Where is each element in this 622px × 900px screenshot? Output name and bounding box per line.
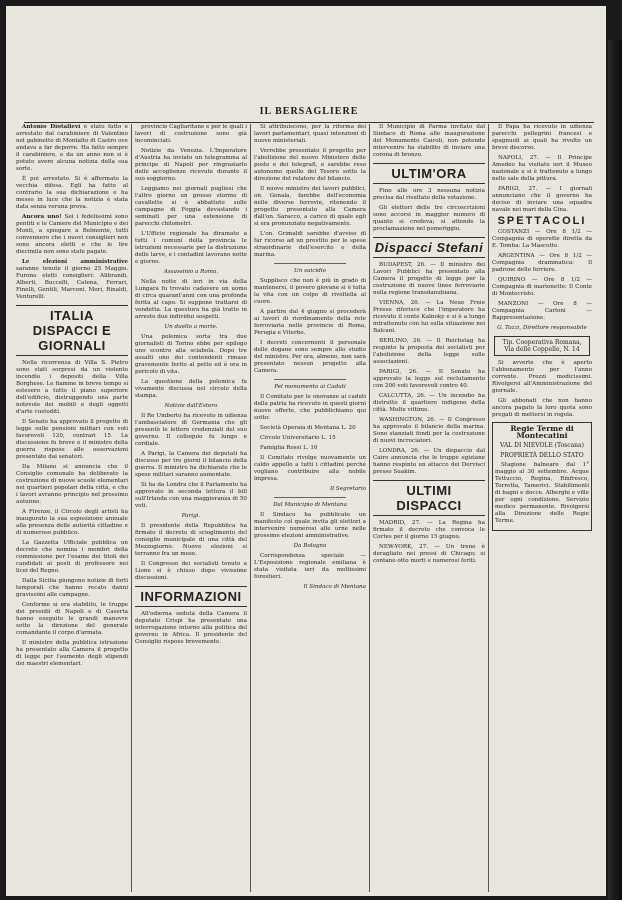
column-divider: [369, 124, 370, 892]
article-text: Il Sindaco ha pubblicato un manifesto col quale invita gli elettori a intervenire numerosi alle urne nelle prossime elezioni amministrative.: [254, 512, 366, 539]
list-item: Circolo Universitario L. 15: [260, 435, 336, 441]
column-4: [373, 124, 485, 894]
article-text: Il Congresso dei socialisti tenuto a Lione si è chiuso dopo vivissime discussioni.: [135, 561, 247, 581]
article-text: Nella notte di ieri in via della Lungara fu trovato cadavere un uomo di circa quarant'anni con una profonda ferita al capo. Si suppone trattarsi di vendetta. La questura ha già tratto in arresto due individui sospetti.: [135, 279, 247, 320]
section-heading: INFORMAZIONI: [135, 586, 247, 607]
listing-item: ARGENTINA — Ore 8 1/2 — Compagnia drammatica: Il padrone delle ferriere.: [492, 253, 592, 273]
article-text: Si ha da Londra che il Parlamento ha approvato in seconda lettura il bill sull'Irlanda con una maggioranza di 50 voti.: [135, 482, 247, 509]
article-text: L'on. Grimaldi sarebbe d'avviso di far ricorso ad un prestito per le spese straordinarie dell'esercito e della marina.: [254, 231, 366, 258]
page-edge: [608, 40, 622, 900]
column-3: [254, 124, 366, 894]
article-text: A partire dal 4 giugno si procederà ai lavori di riordinamento della rete ferroviaria nelle provincie di Roma, Perugia e Viterbo.: [254, 309, 366, 336]
article-text: Si attribuiscono, per la riforma dei lavori parlamentari, quasi intenzioni di nuove ministeriali.: [254, 124, 366, 144]
article-head: Antonio Diotallevi: [22, 124, 81, 130]
article-text: Leggiamo nei giornali pugliesi che l'altro giorno un grosso stormo di cavallette si è abbattuto sulle campagne di Foggia devastando i seminati per una estensione di parecchi chilometri.: [135, 186, 247, 227]
dispatch-item: BUDAPEST, 26. — Il ministro dei Lavori Pubblici ha presentato alla Camera il progetto di legge per la costruzione di nuove linee ferroviarie nella regione transdanubiana.: [373, 262, 485, 296]
article-text: È poi arrestato. Si è affermato la vecchia difesa. Egli ha fatto al contrario la sua dichiarazione e ha messo in luce che la notizia è stata data senza veruna prova.: [16, 176, 128, 210]
dispatch-item: LONDRA, 26. — Un dispaccio dal Cairo annuncia che le truppe egiziane hanno respinto un attacco dei Dervisci presso Suakim.: [373, 448, 485, 475]
column-5: [492, 124, 592, 894]
signature: Il Segretario: [330, 486, 366, 492]
article-text: Da Milano si annuncia che il Consiglio comunale ha deliberato la costruzione di nuove scuole elementari nei quartieri popolari della città, e che i lavori avranno principio nel prossimo autunno.: [16, 464, 128, 505]
article-text: Verrebbe presentato il progetto per l'abolizione del nuovo Ministero delle poste e dei telegrafi, e sarebbe reso autonomo quello del Tesoro sotto la direzione del relatore del bilancio.: [254, 148, 366, 182]
column-divider: [250, 124, 251, 892]
section-heading: ULTIM'ORA: [373, 163, 485, 184]
article-text: Gli abbonati che non hanno ancora pagato la loro quota sono pregati di mettersi in regola.: [492, 398, 592, 418]
article-text: Il Comitato per le onoranze ai caduti della patria ha ricevuto in questi giorni nuove offerte, che pubblichiamo qui sotto:: [254, 394, 366, 421]
dispatch-item: PARIGI, 26. — Il Senato ha approvato la legge sul reclutamento con 200 voti favorevoli contro 40.: [373, 369, 485, 389]
column-2: [135, 124, 247, 894]
dispatch-item: WASHINGTON, 26. — Il Congresso ha approvato il bilancio della marina. Sono stanziati fondi per la costruzione di nuovi incrociatori.: [373, 417, 485, 444]
article-head: Ancora uno!: [22, 214, 62, 220]
signature: Il Sindaco di Mentana: [303, 584, 366, 590]
advertisement: [492, 422, 592, 531]
dispatch-item: CALCUTTA, 26. — Un incendio ha distrutto il quartiere indigeno della città. Molte vittime.: [373, 393, 485, 413]
article-text: Il ministro della pubblica istruzione ha presentato alla Camera il progetto di legge per l'aumento degli stipendi dei maestri elementari.: [16, 640, 128, 667]
column-1: [16, 124, 128, 894]
article-text: Dalla Sicilia giungono notizie di forti temporali che hanno recato danni gravissimi alle campagne.: [16, 578, 128, 598]
dispatch-item: MADRID, 27. — La Regina ha firmato il decreto che convoca le Cortes per il giorno 15 giugno.: [373, 520, 485, 540]
column-divider: [131, 124, 132, 892]
article-head: Assassinio a Roma.: [163, 269, 219, 275]
article-text: Il Papa ha ricevuto in udienza parecchi pellegrini francesi e spagnuoli ai quali ha rivolto un breve discorso.: [492, 124, 592, 151]
section-heading: ULTIMI DISPACCI: [373, 480, 485, 516]
article-text: PARIGI, 27. — I giornali annunciano che il governo ha deciso di inviare una squadra navale nei mari della Cina.: [492, 186, 592, 213]
listing-item: COSTANZI — Ore 8 1/2 — Compagnia di operette diretta da E. Tomba: La Mascotte.: [492, 229, 592, 249]
dispatch-item: BERLINO, 26. — Il Reichstag ha respinto la proposta dei socialisti per l'abolizione della legge sulle associazioni.: [373, 338, 485, 365]
article-text: Il Municipio di Parma invitato dal Sindaco di Roma alle inaugurazione del Monumento Cairoli, non potendo intervenire ha stabilito di inviare una corona di bronzo.: [373, 124, 485, 158]
article-head: Un duello a morte.: [164, 324, 218, 330]
article-text: Il Re Umberto ha ricevuto in udienza l'ambasciatore di Germania che gli presentò le lettere credenziali del suo governo. Il colloquio fu lungo e cordiale.: [135, 413, 247, 447]
article-text: Una polemica sorta tra due giornalisti di Torino ebbe per epilogo uno scontro alla sciabola. Dopo tre assalti uno dei contendenti rimase gravemente ferito al petto ed è ora in pericolo di vita.: [135, 334, 247, 375]
article-text: provincie Cagliaritane e per le quali i lavori di costruzione sono già incominciati.: [135, 124, 247, 144]
article-text: Il Comitato rivolge nuovamente un caldo appello a tutti i cittadini perché vogliano contribuire alla nobile impresa.: [254, 455, 366, 482]
article-head: Dal Municipio di Mentana: [273, 502, 347, 508]
ad-subtitle: PROPRIETÀ DELLO STATO: [500, 452, 584, 459]
list-item: Famiglia Rossi L. 10: [260, 445, 318, 451]
editor-line: G. Tozzi, Direttore responsabile: [497, 325, 587, 331]
article-head: Da Bologna: [293, 543, 327, 549]
listing-item: MANZONI — Ore 8 — Compagnia Carloni — Rappresentazione.: [492, 301, 592, 321]
article-text: L'Ufficio regionale ha diramato a tutti i comuni della provincia le istruzioni necessarie per la distruzione delle larve, e i contadini lavorano notte e giorno.: [135, 231, 247, 265]
newspaper-title: IL BERSAGLIERE: [259, 106, 359, 117]
article-text: A Firenze, il Circolo degli artisti ha inaugurato la sua esposizione annuale alla presenza delle autorità cittadine e di numeroso pubblico.: [16, 509, 128, 536]
newspaper-page: [6, 6, 606, 896]
ad-title: Regie Terme di Montecatini: [510, 424, 574, 440]
article-text: Sei i fedelissimi sono pentiti e le Camere del Municipio e dei Monti, a spiegare a Belmonte, tutti convennero che i nuovi consiglieri non sono ancora eletti e che le lire diecimila non sono state pagate.: [16, 214, 128, 255]
ad-subtitle: VAL DI NIEVOLE (Toscana): [500, 442, 584, 449]
page-header: [24, 106, 594, 122]
article-text: Si avverte che è aperto l'abbonamento per l'anno corrente. Prezzi modicissimi. Rivolgersi all'Amministrazione del giornale.: [492, 360, 592, 394]
listing-item: QUIRINO — Ore 8 1/2 — Compagnia di marionette: Il Conte di Montecristo.: [492, 277, 592, 297]
article-text: NAPOLI, 27. — Il Principe Amedeo ha visitato ieri il Museo nazionale e si è trattenuto a lungo nelle sale della pittura.: [492, 155, 592, 182]
ad-text: Stagione balneare dal 1° maggio al 30 settembre. Acque Tettuccio, Regina, Rinfresco, Torretta, Tamerici. Stabilimenti di bagni e docce. Alberghi e ville per ogni condizione. Servizio medico permanente. Rivolgersi alla Direzione delle Regie Terme.: [495, 462, 589, 524]
dispatch-item: NEW-YORK, 27. — Un treno è deragliato nei pressi di Chicago; si contano otto morti e numerosi feriti.: [373, 544, 485, 564]
article-text: All'odierna seduta della Camera il deputato Crispi ha presentato una interrogazione intorno alla politica del governo in Africa. Il presidente del Consiglio rispose brevemente.: [135, 611, 247, 645]
article-text: La questione della polemica fu vivamente discussa nel circolo della stampa.: [135, 379, 247, 399]
dispatch-item: VIENNA, 26. — La Neue Freie Presse riferisce che l'imperatore ha ricevuto il conte Kalnoky e si è a lungo intrattenuto con lui sulla situazione nei Balcani.: [373, 300, 485, 334]
article-text: Conforme si era stabilito, le truppe dei presidii di Napoli e di Caserta hanno eseguito le grandi manovre sotto la direzione del generale comandante il corpo d'armata.: [16, 602, 128, 636]
column-divider: [488, 124, 489, 892]
article-text: Supplisco che non è più in grado di mantenersi, il povero giovane si è tolta la vita con un colpo di rivoltella al cuore.: [254, 278, 366, 305]
article-head: Notizie dall'Estero: [164, 403, 218, 409]
separator: [274, 497, 346, 498]
article-text: Gli elettori delle tre circoscrizioni sono accorsi in maggior numero di quanto si credeva; si attende la proclamazione nel pomeriggio.: [373, 205, 485, 232]
article-text: è stato fatto e arrestato dal carabiniere di Valentino nel gabinetto di Montalto di Castro ove andava a far deporre. Ha fatto sempre il carabiniere, e da un anno non si è potuto avere alcuna notizia della sua sorte.: [16, 124, 128, 172]
list-item: Società Operaia di Mentana L. 20: [260, 425, 356, 431]
article-text: Il presidente della Repubblica ha firmato il decreto di scioglimento del consiglio municipale di una città del Mezzogiorno. Nuove elezioni si terranno fra un mese.: [135, 523, 247, 557]
article-text: saranno tenute il giorno 25 Maggio. Furono eletti consiglieri: Alibrandi, Alberti, Buccelli, Catena, Ferrari, Finelli, Gentili, Marconi, Mori, Rinaldi, Venturelli.: [16, 266, 128, 300]
separator: [274, 379, 346, 380]
header-rule: [24, 122, 594, 123]
article-text: Il nuovo ministro dei lavori pubblici, on. Genala, farebbe dell'economia nelle diverse ferrovie, ritenendo il progetto presentato alla Camera dall'on. Saracco, a carico di quale egli si era pronunziato negativamente.: [254, 186, 366, 227]
article-text: Nella ricorrenza di Villa S. Pietro sono stati sorpresi da un violento incendio i depositi della Villa Borghese. Le fiamme in breve tempo si estesero a tutto il piano superiore dell'edificio, distruggendo una parte notevole dei mobili e degli oggetti d'arte custoditi.: [16, 360, 128, 415]
section-heading: SPETTACOLI: [497, 215, 587, 227]
printer-line: Tip. Cooperativa Romana, Via delle Coppelle, N. 14: [494, 336, 590, 356]
article-head: Le elezioni amministrative: [22, 259, 128, 265]
article-text: Notizie da Venezia. L'Imperatore d'Austria ha inviato un telegramma al principe di Napoli per ringraziarlo delle accoglienze ricevute durante il suo soggiorno.: [135, 148, 247, 182]
article-text: Corrispondenza speciale — L'Esposizione regionale emiliana è stata visitata ieri da moltissimi forestieri.: [254, 553, 366, 580]
article-text: A Parigi, la Camera dei deputati ha discusso per tre giorni il bilancio della guerra. Il ministro ha dichiarato che le spese militari saranno aumentate.: [135, 451, 247, 478]
article-text: I decreti concernenti il personale delle dogane sono sempre allo studio del ministro. Per ora, almeno, non sarà presentato nessun progetto alla Camera.: [254, 340, 366, 374]
separator: [274, 263, 346, 264]
article-text: Il Senato ha approvato il progetto di legge sulle pensioni militari con voti favorevoli 120, contrari 15. La discussione fu breve e il ministro della guerra rispose alle osservazioni presentate dai senatori.: [16, 419, 128, 460]
article-text: Fino alle ore 3 nessuna notizia precisa dal risultato della votazione.: [373, 188, 485, 201]
section-heading: ITALIA DISPACCI E GIORNALI: [16, 305, 128, 356]
section-heading: Dispacci Stefani: [373, 237, 485, 258]
article-head: Parigi.: [181, 513, 201, 519]
article-head: Pel monumento ai Caduti: [274, 384, 346, 390]
article-text: La Gazzetta Ufficiale pubblica un decreto che nomina i membri della commissione per l'esame dei titoli dei candidati ai posti di professore nei licei del Regno.: [16, 540, 128, 574]
article-head: Un suicidio: [293, 268, 327, 274]
